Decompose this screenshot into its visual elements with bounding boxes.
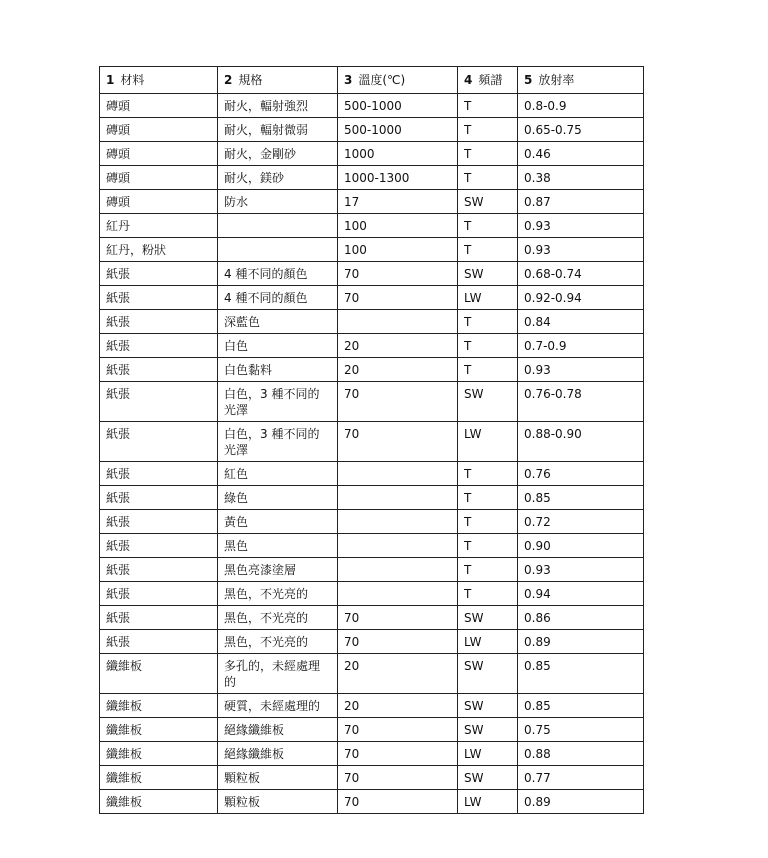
table-row — [100, 486, 644, 510]
cell-spec: 顆粒板 — [218, 790, 338, 814]
cell-spec: 4 種不同的顏色 — [218, 286, 338, 310]
table-row — [100, 654, 644, 694]
cell-spectrum: SW — [458, 766, 518, 790]
cell-material: 紙張 — [100, 462, 218, 486]
cell-temperature: 70 — [338, 742, 458, 766]
cell-spec: 深藍色 — [218, 310, 338, 334]
cell-emissivity: 0.65-0.75 — [518, 118, 644, 142]
cell-spectrum: LW — [458, 742, 518, 766]
cell-material: 紙張 — [100, 382, 218, 422]
cell-material: 磚頭 — [100, 118, 218, 142]
cell-emissivity: 0.94 — [518, 582, 644, 606]
cell-spec: 耐火，輻射微弱 — [218, 118, 338, 142]
table-row — [100, 790, 644, 814]
cell-temperature: 20 — [338, 654, 458, 694]
table-row — [100, 718, 644, 742]
table-row — [100, 310, 644, 334]
cell-temperature: 20 — [338, 358, 458, 382]
cell-material: 紙張 — [100, 334, 218, 358]
table-row — [100, 262, 644, 286]
cell-emissivity: 0.93 — [518, 558, 644, 582]
cell-emissivity: 0.93 — [518, 238, 644, 262]
cell-spec: 白色，3 種不同的光澤 — [218, 422, 338, 462]
cell-emissivity: 0.87 — [518, 190, 644, 214]
cell-spectrum: T — [458, 558, 518, 582]
cell-spectrum: T — [458, 334, 518, 358]
cell-material: 紙張 — [100, 558, 218, 582]
table-row — [100, 358, 644, 382]
cell-temperature: 70 — [338, 262, 458, 286]
cell-spectrum: SW — [458, 606, 518, 630]
cell-emissivity: 0.84 — [518, 310, 644, 334]
cell-spectrum: LW — [458, 422, 518, 462]
cell-temperature: 1000 — [338, 142, 458, 166]
cell-spec: 白色，3 種不同的光澤 — [218, 382, 338, 422]
cell-temperature: 70 — [338, 718, 458, 742]
table-row — [100, 462, 644, 486]
cell-temperature: 100 — [338, 238, 458, 262]
cell-material: 紙張 — [100, 630, 218, 654]
table-row — [100, 606, 644, 630]
header-emissivity: 5 放射率 — [518, 67, 644, 94]
cell-spec: 耐火，金剛砂 — [218, 142, 338, 166]
cell-temperature: 70 — [338, 630, 458, 654]
cell-spectrum: T — [458, 310, 518, 334]
cell-material: 紅丹，粉狀 — [100, 238, 218, 262]
cell-emissivity: 0.76 — [518, 462, 644, 486]
cell-emissivity: 0.38 — [518, 166, 644, 190]
cell-material: 紙張 — [100, 422, 218, 462]
cell-spec: 黑色亮漆塗層 — [218, 558, 338, 582]
cell-temperature: 70 — [338, 422, 458, 462]
cell-spec: 黃色 — [218, 510, 338, 534]
cell-spec: 絕緣纖維板 — [218, 718, 338, 742]
table-row — [100, 382, 644, 422]
cell-material: 紙張 — [100, 286, 218, 310]
cell-emissivity: 0.88 — [518, 742, 644, 766]
cell-emissivity: 0.85 — [518, 654, 644, 694]
cell-spectrum: T — [458, 534, 518, 558]
cell-spec: 黑色 — [218, 534, 338, 558]
cell-spectrum: SW — [458, 694, 518, 718]
cell-spectrum: SW — [458, 382, 518, 422]
cell-emissivity: 0.85 — [518, 694, 644, 718]
cell-emissivity: 0.76-0.78 — [518, 382, 644, 422]
cell-material: 紙張 — [100, 582, 218, 606]
cell-temperature: 500-1000 — [338, 118, 458, 142]
cell-emissivity: 0.89 — [518, 630, 644, 654]
cell-emissivity: 0.8-0.9 — [518, 94, 644, 118]
cell-spectrum: T — [458, 358, 518, 382]
cell-material: 紙張 — [100, 262, 218, 286]
cell-spec: 綠色 — [218, 486, 338, 510]
cell-spectrum: T — [458, 142, 518, 166]
table-row — [100, 630, 644, 654]
table-row — [100, 766, 644, 790]
cell-spectrum: SW — [458, 262, 518, 286]
cell-spec: 紅色 — [218, 462, 338, 486]
cell-spectrum: T — [458, 462, 518, 486]
cell-temperature: 1000-1300 — [338, 166, 458, 190]
cell-emissivity: 0.90 — [518, 534, 644, 558]
cell-spec: 耐火，鎂砂 — [218, 166, 338, 190]
cell-spec: 黑色，不光亮的 — [218, 582, 338, 606]
cell-spectrum: T — [458, 582, 518, 606]
cell-temperature — [338, 582, 458, 606]
cell-spec: 4 種不同的顏色 — [218, 262, 338, 286]
cell-spec: 顆粒板 — [218, 766, 338, 790]
cell-emissivity: 0.93 — [518, 214, 644, 238]
table-row — [100, 334, 644, 358]
cell-spec: 黑色，不光亮的 — [218, 630, 338, 654]
table-body — [100, 94, 644, 814]
cell-emissivity: 0.86 — [518, 606, 644, 630]
cell-spec: 白色 — [218, 334, 338, 358]
cell-spectrum: T — [458, 214, 518, 238]
cell-spectrum: LW — [458, 790, 518, 814]
table-row — [100, 510, 644, 534]
cell-emissivity: 0.92-0.94 — [518, 286, 644, 310]
cell-temperature: 20 — [338, 334, 458, 358]
cell-spectrum: SW — [458, 190, 518, 214]
cell-emissivity: 0.46 — [518, 142, 644, 166]
cell-temperature: 20 — [338, 694, 458, 718]
cell-material: 纖維板 — [100, 790, 218, 814]
cell-temperature — [338, 310, 458, 334]
cell-temperature: 70 — [338, 382, 458, 422]
cell-material: 紙張 — [100, 606, 218, 630]
cell-emissivity: 0.93 — [518, 358, 644, 382]
table-row — [100, 94, 644, 118]
cell-material: 纖維板 — [100, 718, 218, 742]
cell-temperature: 500-1000 — [338, 94, 458, 118]
cell-spectrum: T — [458, 94, 518, 118]
cell-temperature — [338, 558, 458, 582]
header-material: 1 材料 — [100, 67, 218, 94]
cell-spec — [218, 238, 338, 262]
table-row — [100, 238, 644, 262]
header-temperature: 3 溫度(℃) — [338, 67, 458, 94]
cell-temperature — [338, 510, 458, 534]
table-row — [100, 166, 644, 190]
cell-spec: 硬質，未經處理的 — [218, 694, 338, 718]
cell-emissivity: 0.85 — [518, 486, 644, 510]
cell-temperature: 70 — [338, 790, 458, 814]
cell-material: 紙張 — [100, 310, 218, 334]
cell-emissivity: 0.7-0.9 — [518, 334, 644, 358]
cell-emissivity: 0.75 — [518, 718, 644, 742]
cell-temperature — [338, 462, 458, 486]
cell-spec — [218, 214, 338, 238]
cell-material: 紙張 — [100, 358, 218, 382]
table-row — [100, 694, 644, 718]
header-spectrum: 4 頻譜 — [458, 67, 518, 94]
cell-material: 纖維板 — [100, 742, 218, 766]
cell-temperature: 70 — [338, 286, 458, 310]
cell-temperature: 100 — [338, 214, 458, 238]
cell-spectrum: T — [458, 486, 518, 510]
cell-material: 纖維板 — [100, 654, 218, 694]
cell-material: 纖維板 — [100, 766, 218, 790]
cell-emissivity: 0.88-0.90 — [518, 422, 644, 462]
cell-emissivity: 0.68-0.74 — [518, 262, 644, 286]
table-row — [100, 142, 644, 166]
table-row — [100, 422, 644, 462]
header-spec: 2 規格 — [218, 67, 338, 94]
cell-spec: 黑色，不光亮的 — [218, 606, 338, 630]
cell-temperature: 17 — [338, 190, 458, 214]
cell-spec: 白色黏料 — [218, 358, 338, 382]
cell-material: 紙張 — [100, 486, 218, 510]
table-row — [100, 214, 644, 238]
cell-material: 磚頭 — [100, 94, 218, 118]
cell-temperature — [338, 486, 458, 510]
cell-spectrum: LW — [458, 286, 518, 310]
cell-material: 纖維板 — [100, 694, 218, 718]
cell-spectrum: T — [458, 166, 518, 190]
cell-material: 磚頭 — [100, 166, 218, 190]
cell-material: 紅丹 — [100, 214, 218, 238]
cell-spectrum: SW — [458, 718, 518, 742]
cell-material: 磚頭 — [100, 190, 218, 214]
table-row — [100, 742, 644, 766]
cell-spec: 多孔的，未經處理的 — [218, 654, 338, 694]
table-row — [100, 190, 644, 214]
cell-spectrum: T — [458, 238, 518, 262]
cell-spec: 防水 — [218, 190, 338, 214]
cell-spec: 耐火，輻射強烈 — [218, 94, 338, 118]
cell-temperature: 70 — [338, 606, 458, 630]
table-row — [100, 534, 644, 558]
cell-temperature — [338, 534, 458, 558]
cell-material: 紙張 — [100, 534, 218, 558]
table-row — [100, 582, 644, 606]
table-header-row — [100, 67, 644, 94]
cell-emissivity: 0.89 — [518, 790, 644, 814]
cell-spec: 絕緣纖維板 — [218, 742, 338, 766]
cell-temperature: 70 — [338, 766, 458, 790]
table-row — [100, 286, 644, 310]
emissivity-table — [99, 66, 644, 814]
table-row — [100, 558, 644, 582]
cell-emissivity: 0.72 — [518, 510, 644, 534]
cell-material: 磚頭 — [100, 142, 218, 166]
cell-spectrum: T — [458, 510, 518, 534]
cell-spectrum: SW — [458, 654, 518, 694]
cell-material: 紙張 — [100, 510, 218, 534]
cell-emissivity: 0.77 — [518, 766, 644, 790]
cell-spectrum: T — [458, 118, 518, 142]
cell-spectrum: LW — [458, 630, 518, 654]
table-row — [100, 118, 644, 142]
